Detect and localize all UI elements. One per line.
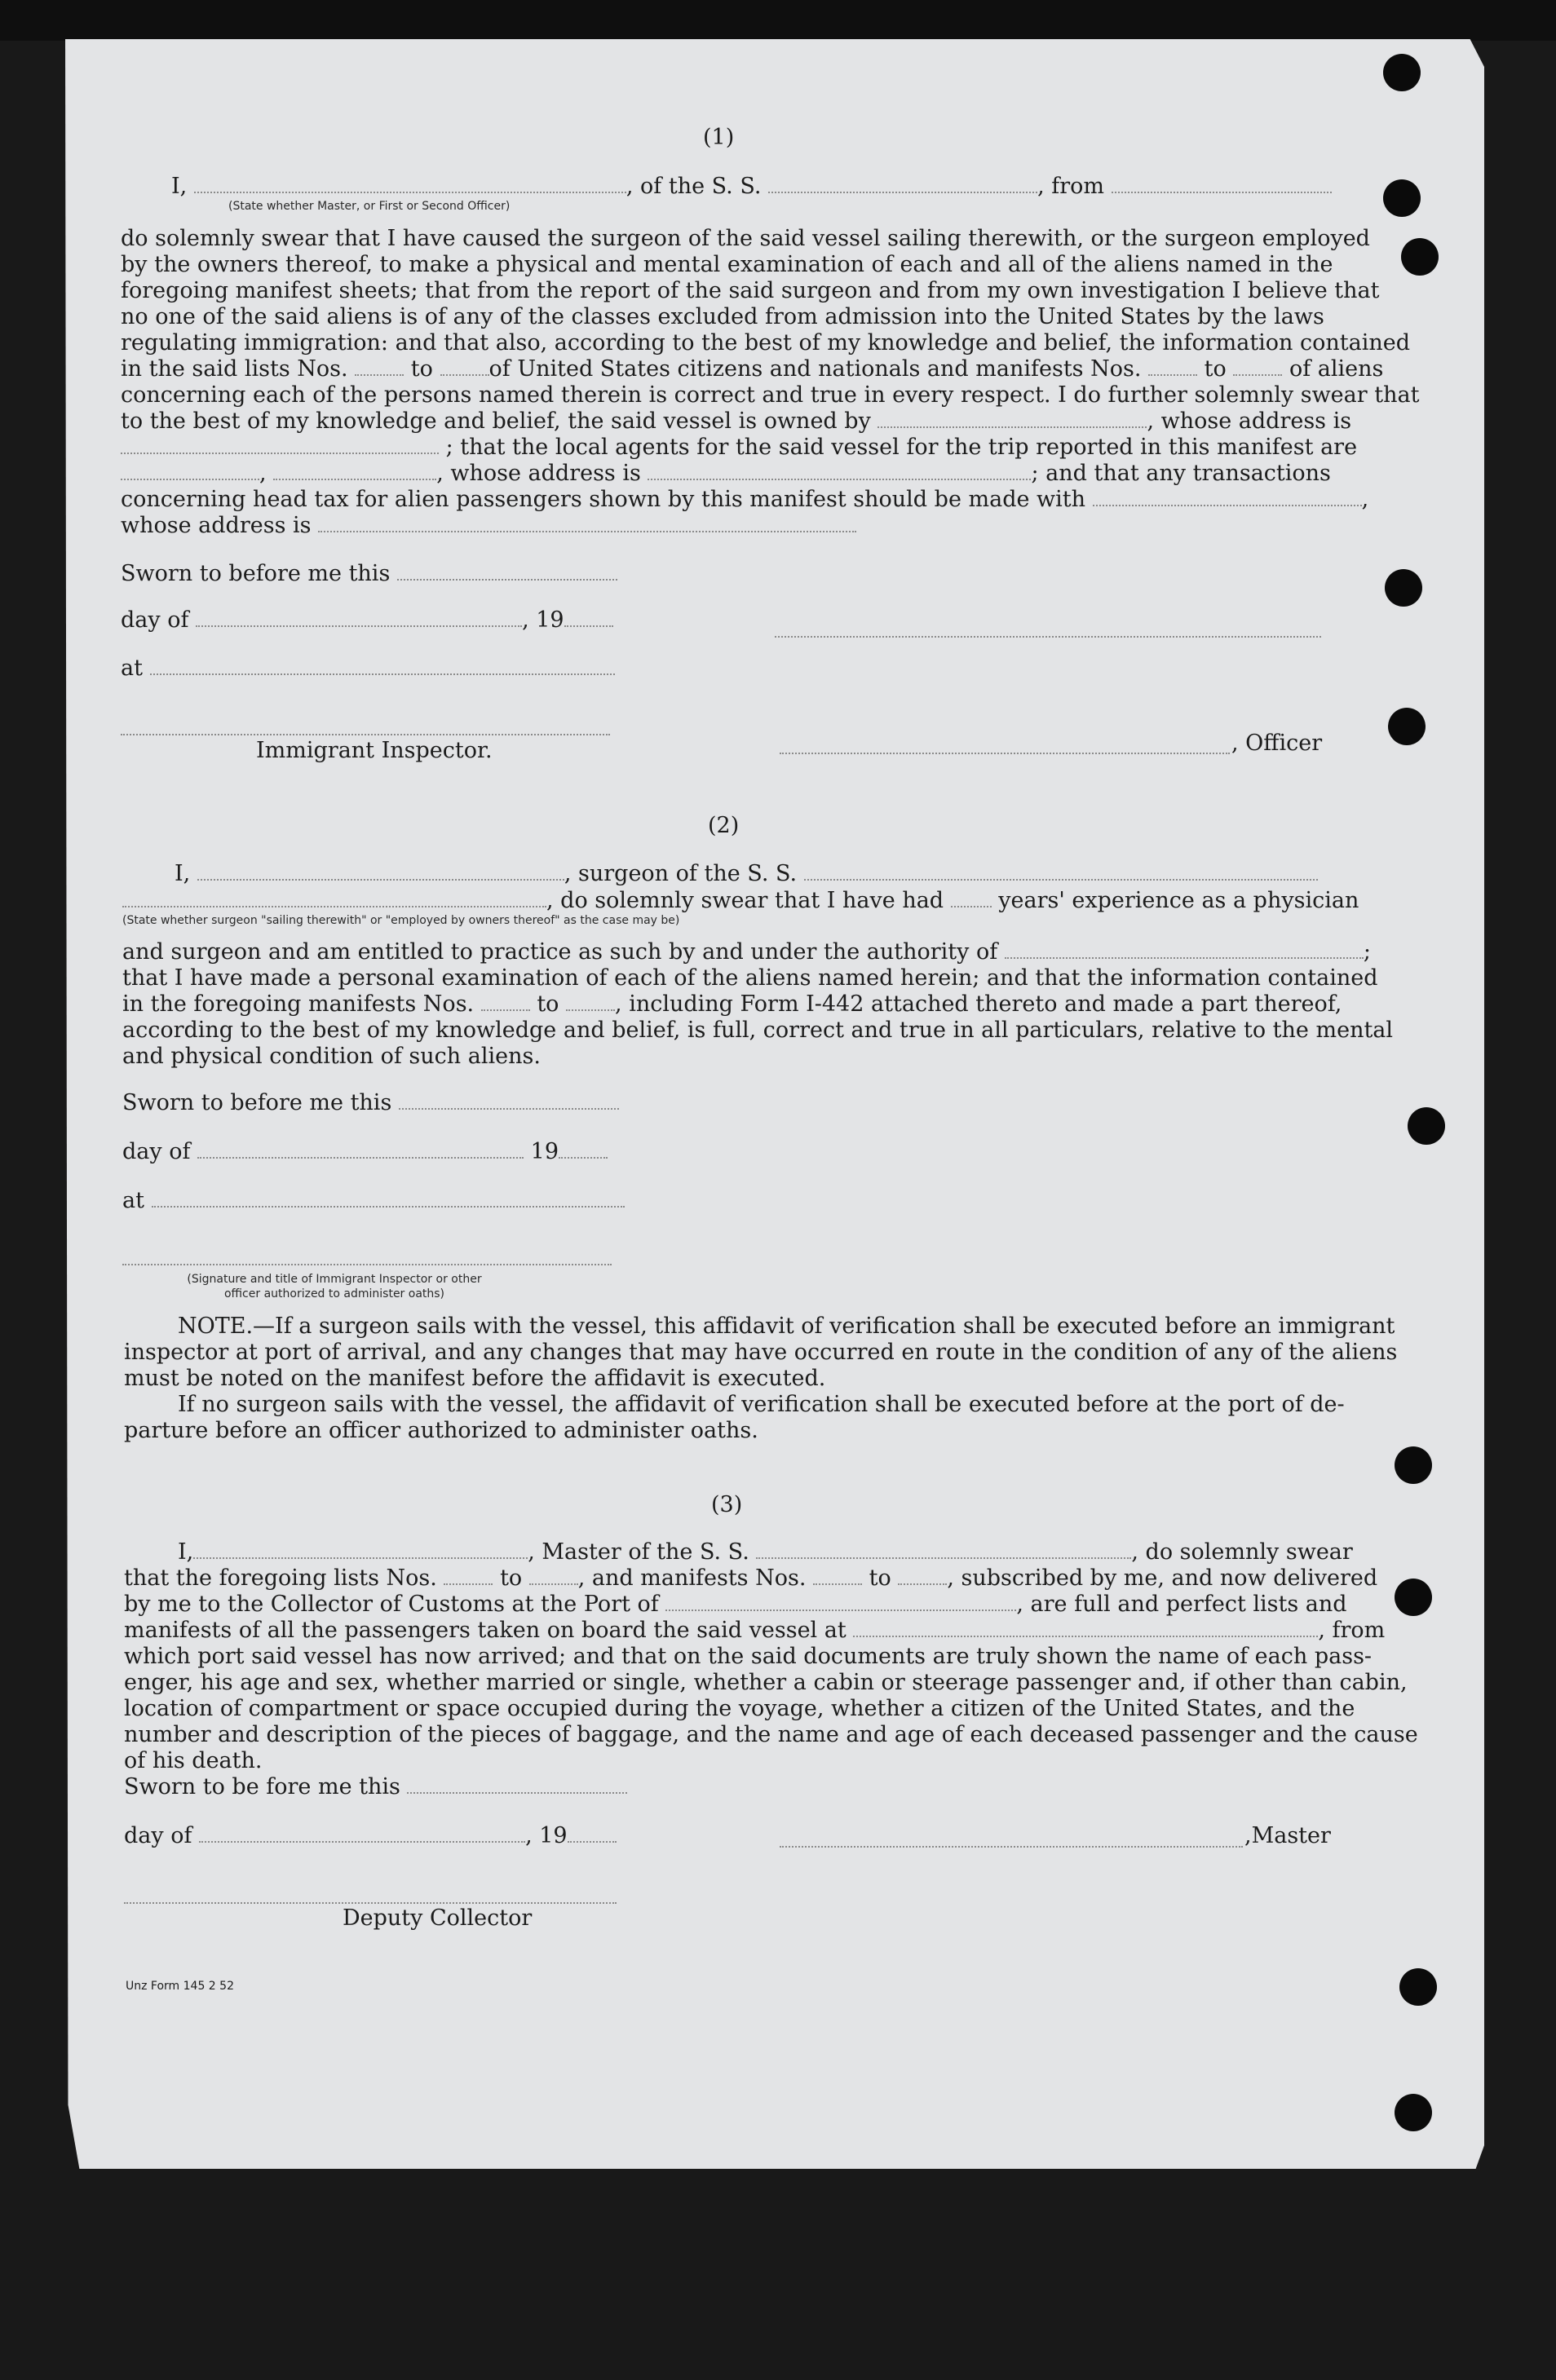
master-label: ,Master <box>1244 1823 1331 1848</box>
surgeon-type-field[interactable] <box>122 888 546 907</box>
punch-hole-4 <box>1385 569 1422 607</box>
label-from: , from <box>1037 174 1104 199</box>
lists-from-field[interactable] <box>444 1565 493 1585</box>
oath-line-manifests <box>122 991 1342 1018</box>
label-to: to <box>500 1565 523 1591</box>
oath-line: foregoing manifest sheets; that from the report of the said surgeon and from my own investigation I believe that <box>121 278 1380 303</box>
officer-signature-line-1[interactable] <box>775 636 1321 638</box>
label-manifests-nos: in the foregoing manifests Nos. <box>122 991 475 1017</box>
label-lists-nos: that the foregoing lists Nos. <box>124 1565 437 1591</box>
section-1-number: (1) <box>703 125 735 150</box>
oath-line-authority <box>122 939 1371 965</box>
label-taken-on-board-at: manifests of all the passengers taken on board the said vessel at <box>124 1618 847 1643</box>
years-experience-field[interactable] <box>951 888 992 907</box>
label-lists-nos: in the said lists Nos. <box>121 356 348 382</box>
section-1-day-of <box>121 607 613 634</box>
oath-line-lists <box>121 356 1384 382</box>
punch-hole-10 <box>1395 2094 1432 2131</box>
manifests-to-field[interactable] <box>898 1565 947 1585</box>
oath-line-agent-address <box>121 461 1331 487</box>
section-2-oath-text <box>122 939 1394 1070</box>
sworn-date-field[interactable] <box>397 561 617 581</box>
oath-line: location of compartment or space occupied during the voyage, whether a citizen of the United States, and the <box>124 1696 1355 1721</box>
deputy-collector-label: Deputy Collector <box>343 1905 533 1931</box>
oath-line: concerning each of the persons named therein is correct and true in every respect. I do further solemnly swear that <box>121 382 1420 408</box>
label-years-experience: years' experience as a physician <box>998 888 1359 913</box>
manifests-to-field[interactable] <box>1233 356 1282 376</box>
day-of-field[interactable] <box>196 607 522 627</box>
oath-line: no one of the said aliens is of any of the classes excluded from admission into the United States by the laws <box>121 304 1324 329</box>
at-place-field[interactable] <box>152 1188 625 1208</box>
oath-line: by the owners thereof, to make a physical and mental examination of each and all of the aliens named in the <box>121 252 1333 277</box>
oath-line: and physical condition of such aliens. <box>122 1044 541 1069</box>
punch-hole-9 <box>1399 1968 1437 2006</box>
oath-line: that I have made a personal examination of each of the aliens named herein; and that the information contained <box>122 965 1378 991</box>
label-day-of: day of <box>124 1823 192 1848</box>
year-field[interactable] <box>564 607 613 627</box>
master-vessel-field[interactable] <box>756 1539 1131 1559</box>
oath-line: according to the best of my knowledge and belief, is full, correct and true in all particulars, relative to the mental <box>122 1018 1394 1043</box>
oath-line-master <box>124 1539 1353 1565</box>
master-name-field[interactable] <box>193 1539 528 1559</box>
label-year: 19 <box>530 1139 559 1164</box>
label-sworn: Sworn to before me this <box>122 1090 392 1115</box>
label-do-solemnly-swear: , do solemnly swear that I have had <box>546 888 944 913</box>
oath-line-head-tax <box>121 487 1369 513</box>
punch-hole-5 <box>1388 708 1426 745</box>
boarding-port-field[interactable] <box>853 1618 1318 1637</box>
oath-line-owner <box>121 408 1352 435</box>
oath-line-taken-at <box>124 1618 1386 1644</box>
section-2-number: (2) <box>708 813 740 838</box>
section-1-at <box>121 656 615 682</box>
punch-hole-8 <box>1395 1579 1432 1616</box>
vessel-name-field[interactable] <box>768 174 1037 193</box>
oath-line-agents <box>121 435 1358 461</box>
section-1-line-1 <box>171 174 1332 200</box>
officer-label: , Officer <box>1231 731 1323 756</box>
label-i: I, <box>171 174 188 199</box>
note-line: inspector at port of arrival, and any changes that may have occurred en route in the condition of any of the aliens <box>124 1340 1398 1365</box>
oath-line: number and description of the pieces of baggage, and the name and age of each deceased passenger and the cause <box>124 1722 1418 1747</box>
port-field[interactable] <box>665 1592 1016 1611</box>
label-comma: , <box>1361 487 1369 512</box>
owner-field[interactable] <box>877 408 1147 428</box>
head-tax-address-field[interactable] <box>318 513 856 532</box>
day-of-field[interactable] <box>199 1823 525 1843</box>
oath-line-port <box>124 1592 1347 1618</box>
signature-title-note <box>179 1272 489 1301</box>
surgeon-name-field[interactable] <box>197 861 564 881</box>
form-number: Unz Form 145 2 52 <box>126 1980 234 1993</box>
label-head-tax: concerning head tax for alien passengers shown by this manifest should be made with <box>121 487 1086 512</box>
oath-line-sworn <box>124 1774 1327 1800</box>
label-whose-address: , whose address is <box>436 461 641 486</box>
label-comma: , <box>259 461 267 486</box>
punch-hole-3 <box>1401 238 1439 276</box>
label-do-solemnly-swear: , do solemnly swear <box>1131 1539 1353 1565</box>
lists-to-field[interactable] <box>440 356 489 376</box>
section-2-at <box>122 1188 625 1214</box>
label-i: I, <box>175 861 191 886</box>
head-tax-contact-field[interactable] <box>1093 487 1362 506</box>
inspector-signature-line[interactable] <box>122 1264 612 1265</box>
label-sworn: Sworn to before me this <box>121 561 391 586</box>
section-3-day-of <box>124 1823 617 1849</box>
label-of-ss: , of the S. S. <box>625 174 762 199</box>
sworn-date-field[interactable] <box>399 1090 619 1110</box>
note-line: must be noted on the manifest before the affidavit is executed. <box>124 1366 826 1391</box>
punch-hole-6 <box>1408 1107 1445 1145</box>
manifests-from-field[interactable] <box>481 991 530 1011</box>
label-master-of-ss: , Master of the S. S. <box>528 1539 749 1565</box>
label-manifests-nos: of United States citizens and nationals and manifests Nos. <box>488 356 1142 382</box>
punch-hole-7 <box>1395 1446 1432 1484</box>
label-full-lists: , are full and perfect lists and <box>1016 1592 1347 1617</box>
label-semicolon: ; <box>1363 939 1371 965</box>
label-to: to <box>537 991 559 1017</box>
section-2-surgeon-note: (State whether surgeon "sailing therewith" or "employed by owners thereof" as the case may be) <box>122 914 680 927</box>
oath-line: do solemnly swear that I have caused the surgeon of the said vessel sailing therewith, or the surgeon employed <box>121 226 1370 251</box>
agent-name-field-2[interactable] <box>273 461 436 480</box>
label-of-aliens: of aliens <box>1289 356 1384 382</box>
label-sworn: Sworn to be fore me this <box>124 1774 400 1799</box>
section-1-oath-text <box>121 226 1420 539</box>
immigrant-inspector-label: Immigrant Inspector. <box>256 738 493 763</box>
manifests-to-field[interactable] <box>566 991 615 1011</box>
signature-note-line: officer authorized to administer oaths) <box>223 1287 445 1300</box>
from-port-field[interactable] <box>1112 174 1332 193</box>
label-day-of: day of <box>122 1139 191 1164</box>
authority-field[interactable] <box>1005 939 1364 959</box>
label-port-of: by me to the Collector of Customs at the Port of <box>124 1592 659 1617</box>
year-field[interactable] <box>559 1139 608 1159</box>
label-to: to <box>869 1565 891 1591</box>
master-signature-line[interactable] <box>780 1846 1243 1848</box>
agent-name-field-1[interactable] <box>121 461 259 480</box>
section-2-line-2 <box>122 888 1359 914</box>
manifests-from-field[interactable] <box>813 1565 862 1585</box>
label-surgeon-of-ss: , surgeon of the S. S. <box>564 861 798 886</box>
section-2-day-of <box>122 1139 608 1165</box>
label-to: to <box>1204 356 1227 382</box>
deputy-collector-signature-line[interactable] <box>124 1902 617 1904</box>
label-local-agents: ; that the local agents for the said vessel for the trip reported in this manifest are <box>445 435 1358 460</box>
at-place-field[interactable] <box>150 656 615 675</box>
surgeon-vessel-field[interactable] <box>804 861 1318 881</box>
punch-hole-2 <box>1383 179 1421 217</box>
manifests-from-field[interactable] <box>1148 356 1197 376</box>
oath-line: of his death. <box>124 1748 263 1773</box>
label-day-of: day of <box>121 607 189 633</box>
label-from: , from <box>1318 1618 1386 1643</box>
signature-note-line: (Signature and title of Immigrant Inspector or other <box>187 1273 482 1286</box>
punch-hole-1 <box>1383 54 1421 91</box>
officer-rank-field[interactable] <box>194 174 626 193</box>
oath-line-address <box>121 513 1320 539</box>
scan-background <box>0 0 1556 41</box>
label-authority: and surgeon and am entitled to practice as such by and under the authority of <box>122 939 998 965</box>
oath-line: enger, his age and sex, whether married or single, whether a cabin or steerage passenger and, if other than cabin, <box>124 1670 1408 1695</box>
lists-to-field[interactable] <box>529 1565 578 1585</box>
sworn-date-field[interactable] <box>407 1774 627 1794</box>
section-1-sworn <box>121 561 617 587</box>
label-transactions: ; and that any transactions <box>1031 461 1331 486</box>
section-3-number: (3) <box>711 1492 743 1517</box>
section-1-rank-note: (State whether Master, or First or Second Officer) <box>228 200 511 213</box>
label-manifests-nos: , and manifests Nos. <box>577 1565 807 1591</box>
label-subscribed: , subscribed by me, and now delivered <box>947 1565 1378 1591</box>
label-owned-by: to the best of my knowledge and belief, the said vessel is owned by <box>121 408 871 434</box>
label-i: I, <box>178 1539 194 1565</box>
owner-address-field[interactable] <box>121 435 439 454</box>
label-including-form: , including Form I-442 attached thereto and made a part thereof, <box>615 991 1342 1017</box>
inspector-signature-line[interactable] <box>121 734 610 735</box>
day-of-field[interactable] <box>197 1139 524 1159</box>
label-whose-address: whose address is <box>121 513 312 538</box>
oath-line: which port said vessel has now arrived; and that on the said documents are truly shown the name of each pass- <box>124 1644 1373 1669</box>
label-to: to <box>410 356 433 382</box>
note-line: If no surgeon sails with the vessel, the affidavit of verification shall be executed before at the port of de- <box>178 1392 1345 1417</box>
section-3-oath-text <box>124 1539 1418 1800</box>
note-text <box>124 1314 1398 1444</box>
label-at: at <box>121 656 143 681</box>
label-year: , 19 <box>522 607 564 633</box>
note-line: parture before an officer authorized to administer oaths. <box>124 1418 758 1443</box>
label-whose-address: , whose address is <box>1147 408 1352 434</box>
oath-line-lists <box>124 1565 1378 1592</box>
year-field[interactable] <box>568 1823 617 1843</box>
section-2-sworn <box>122 1090 619 1116</box>
note-line: NOTE.—If a surgeon sails with the vessel, this affidavit of verification shall be executed before an immigrant <box>178 1314 1395 1339</box>
label-year: , 19 <box>525 1823 568 1848</box>
agent-address-field[interactable] <box>648 461 1031 480</box>
label-at: at <box>122 1188 144 1213</box>
lists-from-field[interactable] <box>355 356 404 376</box>
oath-line: regulating immigration: and that also, according to the best of my knowledge and belief, the information contained <box>121 330 1411 355</box>
officer-signature-line-2[interactable] <box>780 753 1230 754</box>
section-2-line-1 <box>175 861 1318 887</box>
